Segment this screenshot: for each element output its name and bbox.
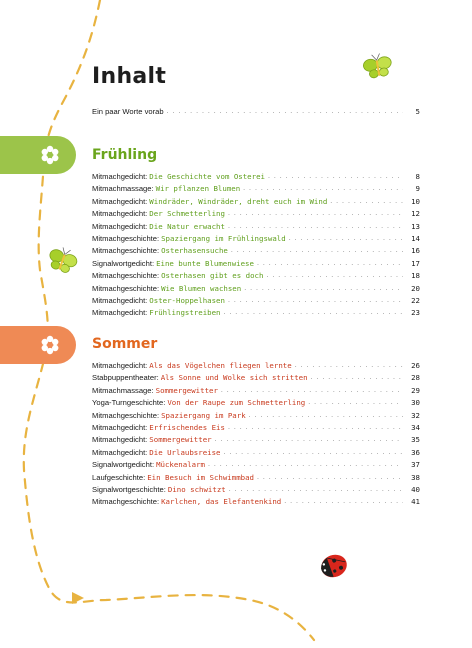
toc-story-title: Karlchen, das Elefantenkind [161, 497, 282, 507]
toc-entry[interactable] [92, 170, 420, 182]
toc-entry[interactable] [92, 458, 420, 470]
section-tab-sommer [0, 326, 76, 364]
toc-story-title: Ein Besuch im Schwimmbad [147, 472, 254, 482]
toc-page-number: 22 [411, 296, 420, 305]
toc-story-title: Wie Blumen wachsen [161, 283, 242, 293]
toc-page-number: 41 [411, 497, 420, 507]
toc-entry-label: Signalwortgedicht: [92, 258, 155, 268]
butterfly-icon [362, 52, 394, 80]
toc-page-number: 9 [415, 184, 420, 194]
leader-dots [228, 208, 403, 219]
toc-entry[interactable] [92, 195, 420, 207]
leader-dots [228, 422, 403, 433]
toc-story-title: Frühlingstreiben [149, 308, 221, 318]
toc-story-title: Sommergewitter [155, 385, 218, 395]
toc-page-number: 14 [411, 234, 420, 243]
toc-story-title: Eine bunte Blumenwiese [156, 258, 254, 268]
toc-entry[interactable] [92, 421, 420, 433]
toc-entry[interactable] [92, 409, 420, 421]
flower-icon [40, 145, 60, 165]
toc-entry[interactable] [92, 306, 420, 318]
leader-dots [231, 245, 403, 256]
toc-page-number: 35 [411, 435, 420, 445]
toc-entry-label: Laufgeschichte: [92, 472, 146, 482]
toc-story-title: Die Geschichte vom Osterei [149, 172, 265, 181]
toc-page-number: 18 [411, 271, 420, 281]
toc-entry-label: Mitmachgeschichte: [92, 410, 160, 420]
section-title-sommer: Sommer [92, 336, 158, 352]
toc-page-number: 23 [411, 308, 420, 318]
toc-page-number: 5 [415, 107, 420, 116]
toc-entry-label: Mitmachgedicht: [92, 435, 148, 445]
toc-entry[interactable] [92, 446, 420, 458]
toc-entry-label: Stabpuppentheater: [92, 373, 159, 383]
toc-entry[interactable] [92, 220, 420, 232]
toc-entry[interactable] [92, 257, 420, 269]
toc-page-number: 13 [411, 221, 420, 231]
toc-story-title: Oster-Hoppelhasen [149, 296, 225, 305]
toc-story-title: Von der Raupe zum Schmetterling [167, 398, 306, 408]
toc-story-title: Als Sonne und Wolke sich stritten [160, 373, 308, 383]
toc-entry-label: Mitmachgedicht: [92, 221, 148, 231]
toc-page-number: 26 [411, 361, 420, 370]
toc-story-title: Dino schwitzt [167, 485, 226, 494]
leader-dots [289, 233, 403, 244]
toc-page-number: 16 [411, 246, 420, 256]
toc-entry[interactable] [92, 371, 420, 383]
toc-entry-label: Mitmachgeschichte: [92, 271, 160, 281]
dashed-trail [24, 0, 314, 640]
leader-dots [229, 484, 403, 495]
leader-dots [266, 270, 403, 281]
toc-entry-label: Mitmachgeschichte: [92, 246, 160, 256]
toc-entry-label: Signalwortgeschichte: [92, 485, 166, 494]
toc-entry-intro[interactable] [92, 105, 420, 117]
leader-dots [244, 283, 403, 294]
toc-entry-label: Mitmachgedicht: [92, 423, 148, 432]
toc-story-title: Der Schmetterling [149, 209, 225, 219]
section-tab-fruehling [0, 136, 76, 174]
toc-story-title: Die Natur erwacht [149, 221, 225, 231]
toc-page-number: 12 [411, 209, 420, 219]
toc-entry[interactable] [92, 433, 420, 445]
toc-entry-label: Mitmachgedicht: [92, 447, 148, 457]
toc-entry-label: Mitmachgedicht: [92, 361, 148, 370]
leader-dots [330, 196, 403, 207]
toc-entry-label: Mitmachgedicht: [92, 172, 148, 181]
toc-story-title: Windräder, Windräder, dreht euch im Wind [149, 196, 328, 206]
toc-page-number: 32 [411, 410, 420, 420]
leader-dots [308, 397, 403, 408]
toc-entry[interactable] [92, 359, 420, 371]
toc-page-number: 34 [411, 423, 420, 432]
toc-entry-label: Mitmachgedicht: [92, 196, 148, 206]
leader-dots [224, 307, 404, 318]
toc-entry-label: Mitmachgedicht: [92, 296, 148, 305]
toc-entry-label: Signalwortgedicht: [92, 460, 155, 470]
butterfly-icon [46, 244, 80, 275]
toc-story-title: Spaziergang im Frühlingswald [161, 234, 286, 243]
toc-entry[interactable] [92, 232, 420, 244]
toc-page-number: 30 [411, 398, 420, 408]
toc-entry-label: Ein paar Worte vorab [92, 107, 164, 116]
toc-entry[interactable] [92, 294, 420, 306]
toc-entry[interactable] [92, 471, 420, 483]
leader-dots [228, 295, 403, 306]
toc-story-title: Spaziergang im Park [161, 410, 246, 420]
leader-dots [215, 434, 403, 445]
leader-dots [221, 385, 403, 396]
toc-entry-label: Mitmachmassage: [92, 184, 154, 194]
leader-dots [257, 472, 403, 483]
toc-entry-label: Mitmachgedicht: [92, 209, 148, 219]
toc-story-title: Osterhasen gibt es doch [161, 271, 264, 281]
toc-entry[interactable] [92, 282, 420, 294]
leader-dots [249, 410, 403, 421]
toc-entry[interactable] [92, 207, 420, 219]
leader-dots [284, 496, 403, 507]
toc-page-number: 38 [411, 472, 420, 482]
toc-story-title: Sommergewitter [149, 435, 212, 445]
toc-story-title: Als das Vögelchen fliegen lernte [149, 361, 292, 370]
toc-page-number: 29 [411, 385, 420, 395]
toc-entry[interactable] [92, 244, 420, 256]
toc-entry-label: Mitmachgeschichte: [92, 497, 160, 507]
toc-story-title: Die Urlaubsreise [149, 447, 221, 457]
page-title: Inhalt [92, 64, 167, 89]
section-title-fruehling: Frühling [92, 147, 158, 163]
toc-page-number: 10 [411, 196, 420, 206]
toc-story-title: Erfrischendes Eis [149, 423, 225, 432]
toc-entry[interactable] [92, 396, 420, 408]
toc-page-number: 20 [411, 283, 420, 293]
toc-story-title: Osterhasensuche [161, 246, 228, 256]
leader-dots [208, 459, 403, 470]
toc-entry[interactable] [92, 483, 420, 495]
ladybug-icon [318, 551, 350, 581]
toc-page-number: 8 [415, 172, 420, 181]
toc-entry[interactable] [92, 269, 420, 281]
leader-dots [268, 171, 403, 182]
toc-entry-label: Mitmachmassage: [92, 385, 154, 395]
leader-dots [257, 258, 403, 269]
toc-entry-label: Mitmachgeschichte: [92, 283, 160, 293]
toc-page-number: 36 [411, 447, 420, 457]
toc-entry-label: Mitmachgeschichte: [92, 234, 160, 243]
leader-dots [228, 221, 403, 232]
toc-entry[interactable] [92, 182, 420, 194]
toc-story-title: Wir pflanzen Blumen [155, 184, 241, 194]
toc-entry-label: Yoga-Turngeschichte: [92, 398, 166, 408]
toc-page-number: 28 [411, 373, 420, 383]
toc-story-title: Mückenalarm [156, 460, 206, 470]
leader-dots [167, 106, 403, 117]
toc-entry-label: Mitmachgedicht: [92, 308, 148, 318]
flower-icon [40, 335, 60, 355]
leader-dots [311, 372, 403, 383]
leader-dots [243, 183, 403, 194]
toc-page-number: 37 [411, 460, 420, 470]
toc-page-number: 40 [411, 485, 420, 494]
leader-dots [295, 360, 403, 371]
toc-entry[interactable] [92, 384, 420, 396]
trail-arrow-icon [72, 592, 84, 604]
toc-page-number: 17 [411, 258, 420, 268]
leader-dots [224, 447, 404, 458]
toc-entry[interactable] [92, 495, 420, 507]
